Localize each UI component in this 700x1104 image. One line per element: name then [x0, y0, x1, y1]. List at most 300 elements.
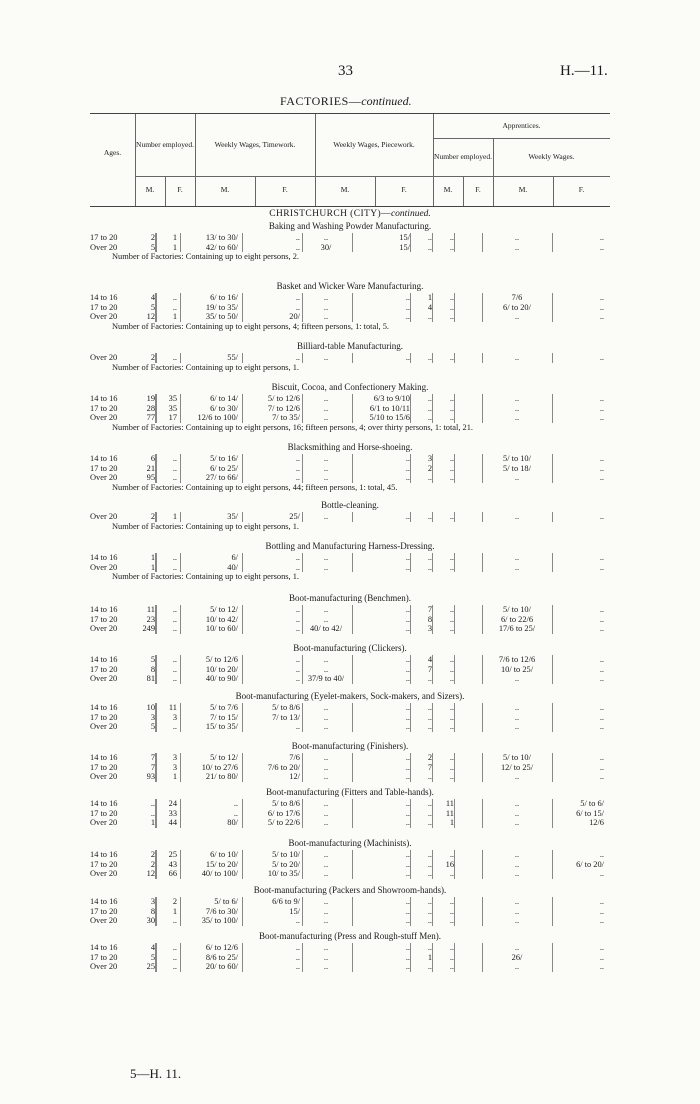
cell-awf: ..	[599, 850, 604, 859]
cell-pf: ..	[405, 722, 410, 732]
column-rule	[432, 655, 433, 684]
cell-age: 14 to 16	[90, 703, 118, 712]
cell-wf: ..	[295, 562, 300, 572]
header-f: F.	[578, 184, 585, 194]
cell-am: ..	[427, 394, 432, 403]
column-rule	[552, 850, 553, 879]
table-row	[90, 665, 610, 675]
cell-ef: 35	[168, 403, 177, 413]
column-rule	[482, 799, 483, 828]
cell-ef: ..	[172, 605, 177, 614]
cell-age: Over 20	[90, 413, 118, 423]
cell-ef: ..	[172, 962, 177, 972]
cell-af: ..	[449, 897, 454, 906]
table-section	[90, 592, 610, 634]
column-rule	[156, 353, 157, 363]
table-row	[90, 413, 610, 423]
cell-em: 2	[150, 512, 155, 521]
column-rule	[482, 394, 483, 423]
cell-pm: ..	[323, 403, 329, 413]
column-rule	[156, 512, 157, 522]
table-section	[90, 642, 610, 684]
cell-wf: 7/ to 12/6	[267, 403, 300, 413]
header-rule	[433, 138, 610, 139]
cell-ef: ..	[172, 664, 177, 674]
cell-em: 249	[142, 624, 155, 634]
table-row	[90, 394, 610, 404]
section-title: Boot-manufacturing (Press and Rough-stuff Men).	[258, 931, 442, 941]
cell-am: ..	[427, 553, 432, 562]
cell-pf: ..	[405, 943, 410, 952]
table-row	[90, 563, 610, 573]
cell-wf: 7/ to 13/	[272, 712, 300, 722]
section-title: Bottling and Manufacturing Harness-Dressing.	[265, 541, 435, 551]
cell-pf: ..	[405, 818, 410, 828]
table-row	[90, 233, 610, 243]
column-rule	[302, 553, 303, 572]
cell-wm: 5/ to 12/	[210, 605, 238, 614]
cell-am: ..	[427, 703, 432, 712]
table-row	[90, 869, 610, 879]
column-rule	[454, 553, 455, 572]
column-rule	[180, 512, 181, 522]
cell-awf: ..	[599, 512, 604, 521]
cell-wf: ..	[295, 722, 300, 732]
cell-wm: 15/ to 35/	[205, 722, 238, 732]
cell-af: ..	[449, 762, 454, 772]
table-section	[90, 441, 610, 493]
cell-af: ..	[449, 712, 454, 722]
factory-count-note: Number of Factories: Containing up to eight persons, 1.	[112, 572, 300, 582]
cell-wm: 19/ to 35/	[205, 302, 238, 312]
cell-af: ..	[449, 722, 454, 732]
cell-af: ..	[449, 703, 454, 712]
column-rule	[352, 233, 353, 252]
cell-awm: ..	[514, 703, 520, 712]
cell-am: ..	[427, 722, 432, 732]
cell-awm: ..	[514, 553, 520, 562]
cell-pf: ..	[405, 454, 410, 463]
table-section	[90, 786, 610, 828]
cell-af: ..	[449, 233, 454, 242]
table-row	[90, 850, 610, 860]
column-rule	[242, 703, 243, 732]
column-rule	[156, 703, 157, 732]
cell-ef: 66	[168, 869, 177, 879]
cell-pf: 5/10 to 15/6	[369, 413, 410, 423]
cell-age: 17 to 20	[90, 463, 118, 473]
column-rule	[432, 233, 433, 252]
cell-am: ..	[427, 712, 432, 722]
cell-am: ..	[427, 897, 432, 906]
cell-pm: ..	[323, 808, 329, 818]
cell-ef: 2	[172, 897, 177, 906]
section-rows	[90, 454, 610, 483]
cell-em: 25	[146, 962, 155, 972]
column-rule	[242, 353, 243, 363]
column-rule	[156, 799, 157, 828]
cell-am: ..	[427, 473, 432, 483]
cell-wm: 20/ to 60/	[205, 962, 238, 972]
section-title: Bottle-cleaning.	[321, 500, 379, 510]
cell-pf: ..	[405, 772, 410, 782]
cell-ef: 1	[172, 242, 177, 252]
column-rule	[302, 233, 303, 252]
cell-awm: ..	[514, 233, 520, 242]
cell-wf: 12/	[289, 772, 300, 782]
cell-em: 1	[150, 553, 155, 562]
column-rule	[432, 353, 433, 363]
cell-awm: ..	[514, 943, 520, 952]
cell-af: ..	[449, 605, 454, 614]
cell-pf: ..	[405, 293, 410, 302]
cell-wm: 5/ to 12/	[210, 753, 238, 762]
cell-age: Over 20	[90, 512, 118, 521]
cell-awf: ..	[599, 302, 604, 312]
cell-wm: 12/6 to 100/	[197, 413, 238, 423]
cell-am: ..	[427, 403, 432, 413]
cell-wf: 5/ to 22/6	[267, 818, 300, 828]
cell-awm: ..	[514, 312, 520, 322]
cell-pf: ..	[405, 605, 410, 614]
cell-am: ..	[427, 869, 432, 879]
cell-wm: 10/ to 20/	[205, 664, 238, 674]
column-rule	[410, 394, 411, 423]
cell-em: 6	[150, 454, 155, 463]
header-number-employed: Number employed.	[136, 139, 194, 149]
column-rule	[552, 394, 553, 423]
cell-wm: 6/	[231, 553, 238, 562]
section-title: Billiard-table Manufacturing.	[297, 341, 403, 351]
cell-pm: ..	[323, 772, 329, 782]
cell-em: 4	[150, 943, 155, 952]
cell-pm: ..	[323, 553, 329, 562]
column-rule	[552, 703, 553, 732]
cell-wf: ..	[295, 674, 300, 684]
cell-awf: 6/ to 15/	[576, 808, 604, 818]
column-rule	[432, 850, 433, 879]
column-rule	[454, 799, 455, 828]
cell-em: 3	[150, 712, 155, 722]
cell-wm: 40/ to 100/	[201, 869, 238, 879]
cell-wf: ..	[295, 962, 300, 972]
cell-pm: ..	[323, 413, 329, 423]
cell-em: 2	[150, 353, 155, 362]
cell-age: 14 to 16	[90, 394, 118, 403]
cell-em: ..	[150, 799, 155, 808]
cell-pm: ..	[323, 664, 329, 674]
cell-pf: ..	[405, 808, 410, 818]
cell-wf: 7/ to 35/	[272, 413, 300, 423]
table-row	[90, 799, 610, 809]
header-ages: Ages.	[103, 147, 122, 157]
column-rule	[432, 605, 433, 634]
cell-age: Over 20	[90, 312, 118, 322]
header-rule	[165, 176, 166, 206]
header-rule	[195, 114, 196, 206]
column-rule	[552, 753, 553, 782]
cell-em: 2	[150, 859, 155, 869]
cell-af: ..	[449, 850, 454, 859]
table-row	[90, 512, 610, 522]
column-rule	[432, 703, 433, 732]
cell-am: ..	[427, 413, 432, 423]
cell-wf: 5/ to 8/6	[272, 703, 300, 712]
cell-pf: ..	[405, 664, 410, 674]
header-rule	[315, 114, 316, 206]
cell-awm: ..	[514, 562, 520, 572]
cell-wf: 7/6	[289, 753, 300, 762]
column-rule	[482, 753, 483, 782]
column-rule	[242, 553, 243, 572]
column-rule	[432, 943, 433, 972]
cell-wm: 55/	[227, 353, 238, 362]
cell-ef: ..	[172, 463, 177, 473]
column-rule	[302, 394, 303, 423]
column-rule	[352, 703, 353, 732]
cell-awf: ..	[599, 869, 604, 879]
cell-em: 5	[150, 242, 155, 252]
cell-awf: ..	[599, 454, 604, 463]
header-f: F.	[475, 184, 481, 194]
section-rows	[90, 605, 610, 634]
cell-ef: 3	[172, 762, 177, 772]
cell-pm: ..	[323, 703, 329, 712]
cell-am: ..	[427, 353, 432, 362]
table-row	[90, 962, 610, 972]
cell-af: ..	[449, 869, 454, 879]
cell-awf: ..	[599, 614, 604, 624]
cell-ef: ..	[172, 454, 177, 463]
cell-wf: ..	[295, 353, 300, 362]
cell-wm: 21/ to 80/	[205, 772, 238, 782]
column-rule	[302, 753, 303, 782]
cell-wm: 5/ to 6/	[214, 897, 238, 906]
cell-wm: 40/ to 90/	[205, 674, 238, 684]
header-rule	[255, 176, 256, 206]
section-title: Baking and Washing Powder Manufacturing.	[268, 221, 432, 231]
cell-am: ..	[427, 943, 432, 952]
column-rule	[410, 512, 411, 522]
header-weekly-piecework: Weekly Wages, Piecework.	[333, 139, 415, 149]
cell-age: 14 to 16	[90, 293, 118, 302]
cell-wm: 10/ to 27/6	[201, 762, 238, 772]
factory-count-note: Number of Factories: Containing up to eight persons, 16; fifteen persons, 4; over thirty persons, 1: total, 21.	[112, 422, 473, 432]
table-row	[90, 860, 610, 870]
page-number: 33	[338, 63, 353, 79]
cell-pm: ..	[323, 753, 329, 762]
column-rule	[156, 233, 157, 252]
column-rule	[410, 454, 411, 483]
cell-awf: ..	[599, 906, 604, 916]
cell-pf: ..	[405, 712, 410, 722]
column-rule	[432, 394, 433, 423]
column-rule	[410, 753, 411, 782]
cell-af: 11	[445, 799, 454, 808]
table-row	[90, 615, 610, 625]
column-rule	[180, 233, 181, 252]
header-m: M.	[518, 184, 528, 194]
column-rule	[242, 753, 243, 782]
column-rule	[302, 454, 303, 483]
cell-af: ..	[449, 293, 454, 302]
cell-wf: ..	[295, 655, 300, 664]
column-rule	[454, 293, 455, 322]
cell-em: 2	[150, 233, 155, 242]
column-rule	[552, 233, 553, 252]
cell-af: ..	[449, 664, 454, 674]
column-rule	[454, 454, 455, 483]
cell-age: Over 20	[90, 242, 118, 252]
column-rule	[352, 553, 353, 572]
column-rule	[180, 394, 181, 423]
cell-age: 14 to 16	[90, 850, 118, 859]
column-rule	[552, 605, 553, 634]
cell-age: 17 to 20	[90, 906, 118, 916]
cell-wf: ..	[295, 664, 300, 674]
table-row	[90, 703, 610, 713]
cell-age: Over 20	[90, 869, 118, 879]
cell-wf: ..	[295, 614, 300, 624]
cell-am: ..	[427, 312, 432, 322]
cell-wm: 5/ to 16/	[210, 454, 238, 463]
cell-age: 17 to 20	[90, 302, 118, 312]
cell-am: 3	[427, 624, 432, 634]
cell-awf: ..	[599, 962, 604, 972]
cell-ef: 24	[168, 799, 177, 808]
cell-wf: 20/	[289, 312, 300, 322]
cell-awf: ..	[599, 952, 604, 962]
cell-wf: ..	[295, 605, 300, 614]
cell-af: ..	[449, 473, 454, 483]
cell-wm: 27/ to 66/	[205, 473, 238, 483]
section-title: Blacksmithing and Horse-shoeing.	[287, 442, 413, 452]
cell-pf: ..	[405, 859, 410, 869]
cell-age: 14 to 16	[90, 553, 118, 562]
cell-wf: ..	[295, 293, 300, 302]
cell-awm: 6/ to 20/	[503, 302, 531, 312]
cell-awf: ..	[599, 605, 604, 614]
cell-pm: ..	[323, 906, 329, 916]
table-row	[90, 753, 610, 763]
cell-am: 1	[427, 293, 432, 302]
cell-pf: ..	[405, 753, 410, 762]
cell-pm: ..	[323, 712, 329, 722]
cell-awf: ..	[599, 394, 604, 403]
cell-pf: 15/	[399, 233, 410, 242]
column-rule	[302, 512, 303, 522]
column-rule	[242, 850, 243, 879]
cell-age: 14 to 16	[90, 454, 118, 463]
cell-wm: ..	[233, 808, 238, 818]
column-rule	[352, 512, 353, 522]
cell-awm: ..	[514, 808, 520, 818]
cell-wf: 5/ to 8/6	[272, 799, 300, 808]
table-row	[90, 293, 610, 303]
cell-awf: ..	[599, 624, 604, 634]
cell-pf: ..	[405, 614, 410, 624]
column-rule	[180, 454, 181, 483]
cell-pm: 40/ to 42/	[309, 624, 343, 634]
table-row	[90, 897, 610, 907]
cell-em: 5	[150, 722, 155, 732]
cell-age: 14 to 16	[90, 897, 118, 906]
cell-em: 4	[150, 293, 155, 302]
column-rule	[482, 943, 483, 972]
column-rule	[482, 703, 483, 732]
cell-age: 17 to 20	[90, 664, 118, 674]
cell-ef: ..	[172, 302, 177, 312]
section-title: Biscuit, Cocoa, and Confectionery Making.	[271, 382, 429, 392]
cell-pm: ..	[323, 454, 329, 463]
cell-age: 14 to 16	[90, 655, 118, 664]
column-rule	[454, 394, 455, 423]
cell-age: Over 20	[90, 562, 118, 572]
header-app-weekly: Weekly Wages.	[528, 151, 575, 161]
cell-ef: 44	[168, 818, 177, 828]
cell-ef: 1	[172, 312, 177, 322]
cell-awf: ..	[599, 712, 604, 722]
table-section	[90, 740, 610, 782]
cell-awm: ..	[514, 869, 520, 879]
factory-count-note: Number of Factories: Containing up to eight persons, 1.	[112, 362, 300, 372]
cell-em: 7	[150, 762, 155, 772]
column-rule	[432, 293, 433, 322]
section-title: Boot-manufacturing (Machinists).	[288, 838, 412, 848]
cell-pm: ..	[323, 312, 329, 322]
cell-pf: ..	[405, 799, 410, 808]
cell-am: ..	[427, 799, 432, 808]
cell-awm: 7/6	[511, 293, 523, 302]
section-rows	[90, 293, 610, 322]
section-rows	[90, 353, 610, 363]
column-rule	[410, 233, 411, 252]
cell-awm: ..	[514, 403, 520, 413]
cell-ef: ..	[172, 562, 177, 572]
cell-af: ..	[449, 916, 454, 926]
column-rule	[410, 605, 411, 634]
cell-ef: ..	[172, 353, 177, 362]
column-rule	[180, 353, 181, 363]
cell-em: 30	[146, 916, 155, 926]
table-row	[90, 605, 610, 615]
cell-pf: ..	[405, 674, 410, 684]
cell-wf: ..	[295, 242, 300, 252]
cell-awf: 12/6	[589, 818, 604, 828]
cell-wm: ..	[233, 799, 238, 808]
cell-em: 21	[146, 463, 155, 473]
table-row	[90, 553, 610, 563]
cell-pf: ..	[405, 512, 410, 521]
section-rows	[90, 233, 610, 252]
cell-ef: 3	[172, 753, 177, 762]
page-title	[280, 94, 412, 109]
cell-pm: ..	[323, 850, 329, 859]
cell-af: ..	[449, 463, 454, 473]
cell-af: 16	[445, 859, 454, 869]
column-rule	[302, 943, 303, 972]
header-m: M.	[443, 184, 453, 194]
cell-pf: ..	[405, 762, 410, 772]
cell-awm: ..	[514, 674, 520, 684]
cell-em: 7	[150, 753, 155, 762]
cell-pf: ..	[405, 952, 410, 962]
table-section	[90, 340, 610, 373]
column-rule	[352, 353, 353, 363]
cell-pm: ..	[323, 473, 329, 483]
section-rows	[90, 394, 610, 423]
cell-ef: 11	[168, 703, 177, 712]
